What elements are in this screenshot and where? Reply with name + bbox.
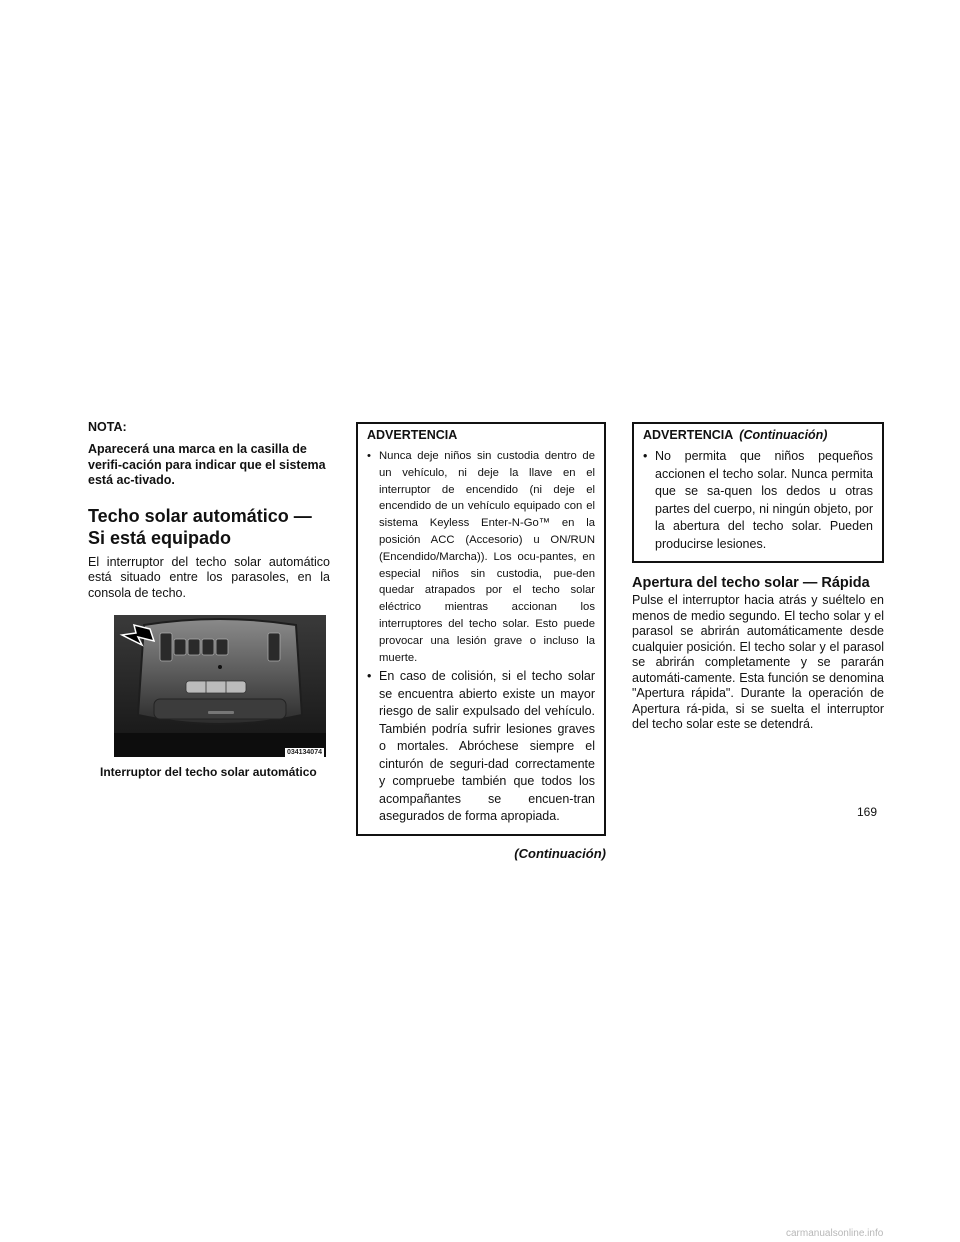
warning-item: • Nunca deje niños sin custodia dentro de un vehículo, ni deje la llave en el interruptor de encendido (ni deje el encendido de un vehículo equipado con el sistema Keyless Enter-N-Go™ en la posición ACC (Accesorio) u ON/RUN (Encendido/Marcha)). Los ocu-pantes, en especial niños sin custodia, pue-den quedar atrapados por el techo solar eléctrico mientras accionan los interruptores del techo solar. Esto puede provocar una lesión grave o incluso la muerte. xyxy=(367,450,595,664)
note-body: Aparecerá una marca en la casilla de verifi-cación para indicar que el sistema está ac-tivado. xyxy=(88,442,326,487)
continued-label: (Continuación) xyxy=(514,845,606,861)
warning-title: ADVERTENCIA (Continuación) xyxy=(643,428,828,442)
warning-item: • No permita que niños pequeños accionen el techo solar. Nunca permita que se sa-quen los dedos u otras partes del cuerpo, ni ningún objeto, por la abertura del techo solar. Pueden producirse lesiones. xyxy=(643,449,873,551)
overhead-console-photo xyxy=(114,615,326,757)
note-title: NOTA: xyxy=(88,420,127,434)
overhead-console-illustration xyxy=(114,615,326,757)
warning-box-continued xyxy=(632,422,884,563)
middle-column xyxy=(356,422,606,861)
figure-caption: Interruptor del techo solar automático xyxy=(100,765,317,779)
warning-title: ADVERTENCIA xyxy=(367,428,458,442)
section-body: El interruptor del techo solar automático está situado entre los parasoles, en la consola de techo. xyxy=(88,554,330,600)
warning-item: • En caso de colisión, si el techo solar se encuentra abierto existe un mayor riesgo de salir expulsado del vehículo. También podría sufrir lesiones graves o mortales. Abróchese siempre el cinturón de seguri-dad correctamente y compruebe también que todos los acompañantes se encuen-tran asegurados de forma apropiada. xyxy=(367,669,595,824)
warning-box xyxy=(356,422,606,836)
bullet-icon: • xyxy=(367,669,372,684)
subsection-title: Apertura del techo solar — Rápida xyxy=(632,575,870,591)
subsection-body: Pulse el interruptor hacia atrás y suéltelo en menos de medio segundo. El techo solar y el parasol se abrirán automáticamente desde cualquier posición. El techo solar y el parasol se abrirán completamente y se pararán automáti-camente. Esta función se denomina "Apertura rápida". Durante la operación de Apertura rá-pida, si se suelta el interruptor del techo solar este se detendrá. xyxy=(632,593,884,731)
watermark: carmanualsonline.info xyxy=(786,1228,884,1239)
figure xyxy=(88,615,330,779)
image-code: 034134074 xyxy=(286,749,322,756)
bullet-icon: • xyxy=(643,449,648,463)
right-column xyxy=(632,422,884,733)
page-number: 169 xyxy=(857,805,878,819)
bullet-icon: • xyxy=(367,450,371,462)
section-title: Techo solar automático — Si está equipado xyxy=(88,505,312,548)
left-column xyxy=(88,420,330,779)
